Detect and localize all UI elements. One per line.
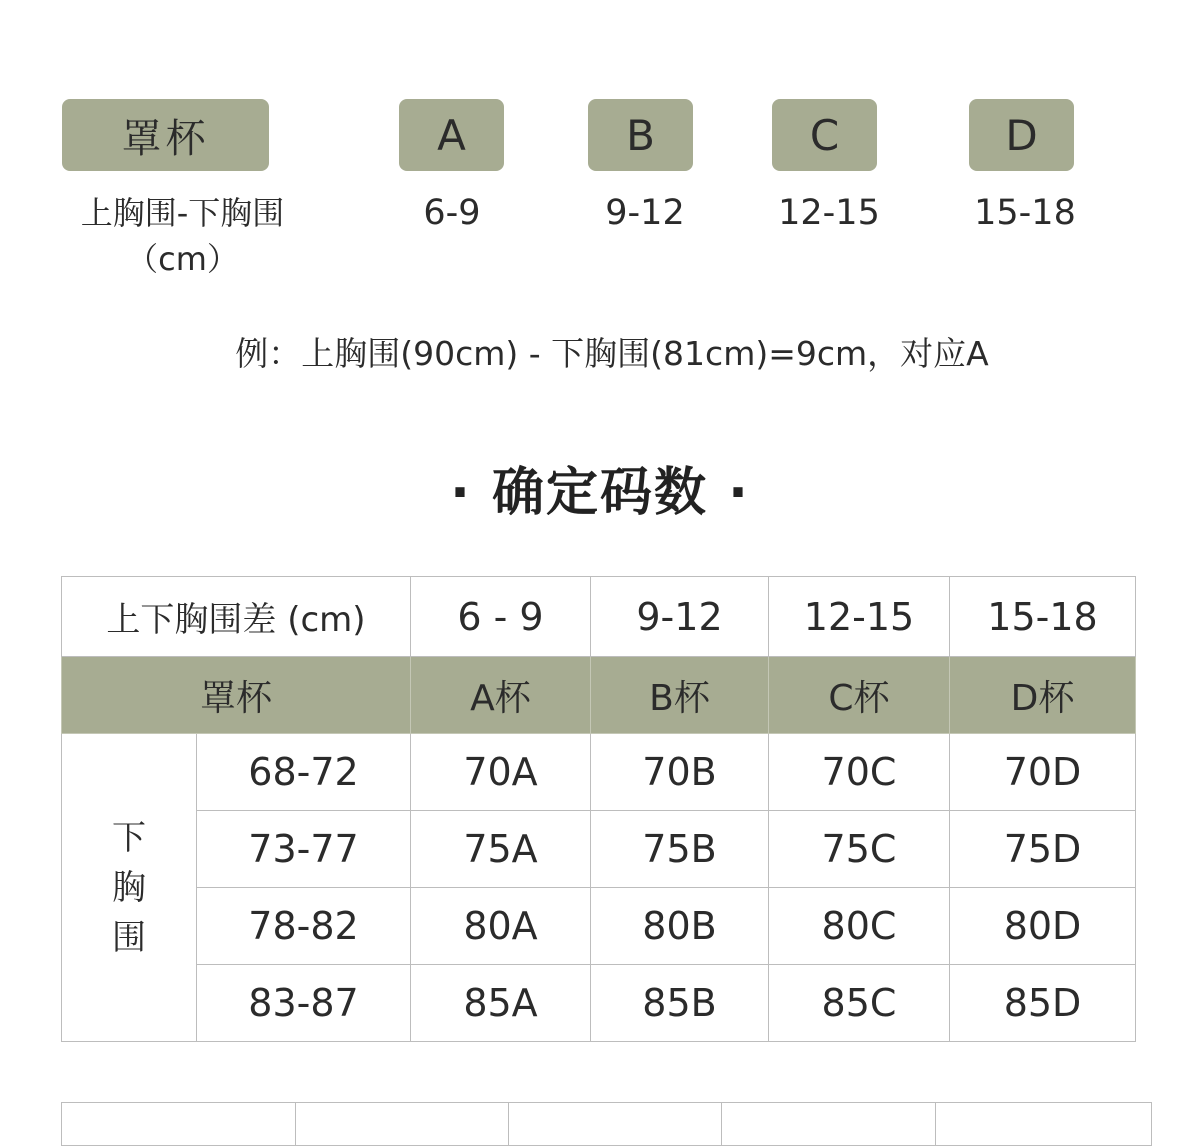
size-cell: 80B bbox=[591, 888, 769, 965]
header-label: 上下胸围差 (cm) bbox=[62, 577, 411, 657]
size-cell: 85B bbox=[591, 965, 769, 1042]
table-row bbox=[62, 734, 1136, 811]
example-text: 例：上胸围(90cm) - 下胸围(81cm)=9cm，对应A bbox=[235, 334, 989, 373]
range-b: 9-12 bbox=[605, 193, 685, 233]
header-range-a: 6 - 9 bbox=[411, 577, 591, 657]
cup-col-c: C杯 bbox=[769, 657, 950, 734]
underbust-label bbox=[62, 734, 197, 1042]
cup-badge-c: C bbox=[772, 99, 877, 171]
cup-col-a: A杯 bbox=[411, 657, 591, 734]
size-table bbox=[61, 576, 1136, 1042]
range-c: 12-15 bbox=[778, 193, 880, 233]
cup-row bbox=[62, 657, 1136, 734]
table-cell bbox=[722, 1103, 936, 1146]
size-cell: 80D bbox=[950, 888, 1136, 965]
size-cell: 75D bbox=[950, 811, 1136, 888]
range-a: 6-9 bbox=[423, 193, 481, 233]
bust-difference-label bbox=[40, 190, 325, 282]
size-cell: 80A bbox=[411, 888, 591, 965]
size-cell: 70A bbox=[411, 734, 591, 811]
underbust-char: 胸 bbox=[112, 867, 146, 908]
cup-badge-a: A bbox=[399, 99, 504, 171]
cup-col-b: B杯 bbox=[591, 657, 769, 734]
range-d: 15-18 bbox=[974, 193, 1076, 233]
section-title: · 确定码数 · bbox=[450, 463, 750, 523]
size-cell: 75A bbox=[411, 811, 591, 888]
next-table-partial bbox=[61, 1102, 1152, 1146]
underbust-char: 围 bbox=[112, 917, 146, 958]
cup-legend-title: 罩杯 bbox=[62, 99, 269, 171]
table-row bbox=[62, 965, 1136, 1042]
cup-row-label: 罩杯 bbox=[62, 657, 411, 734]
table-row bbox=[62, 888, 1136, 965]
size-cell: 85D bbox=[950, 965, 1136, 1042]
size-cell: 85A bbox=[411, 965, 591, 1042]
underbust-range: 83-87 bbox=[197, 965, 411, 1042]
underbust-char: 下 bbox=[112, 817, 146, 858]
cup-badge-d: D bbox=[969, 99, 1074, 171]
size-cell: 70D bbox=[950, 734, 1136, 811]
size-cell: 85C bbox=[769, 965, 950, 1042]
table-row bbox=[62, 1103, 1152, 1146]
bust-difference-label-line2: （cm） bbox=[126, 240, 239, 278]
table-cell bbox=[62, 1103, 296, 1146]
underbust-range: 78-82 bbox=[197, 888, 411, 965]
cup-badge-b: B bbox=[588, 99, 693, 171]
underbust-range: 68-72 bbox=[197, 734, 411, 811]
table-cell bbox=[296, 1103, 509, 1146]
table-cell bbox=[936, 1103, 1152, 1146]
table-row bbox=[62, 811, 1136, 888]
size-cell: 70C bbox=[769, 734, 950, 811]
underbust-range: 73-77 bbox=[197, 811, 411, 888]
header-range-c: 12-15 bbox=[769, 577, 950, 657]
header-range-b: 9-12 bbox=[591, 577, 769, 657]
size-cell: 75C bbox=[769, 811, 950, 888]
size-cell: 75B bbox=[591, 811, 769, 888]
size-cell: 70B bbox=[591, 734, 769, 811]
table-cell bbox=[509, 1103, 722, 1146]
bust-difference-label-line1: 上胸围-下胸围 bbox=[80, 194, 285, 232]
header-range-d: 15-18 bbox=[950, 577, 1136, 657]
header-row bbox=[62, 577, 1136, 657]
cup-col-d: D杯 bbox=[950, 657, 1136, 734]
size-cell: 80C bbox=[769, 888, 950, 965]
